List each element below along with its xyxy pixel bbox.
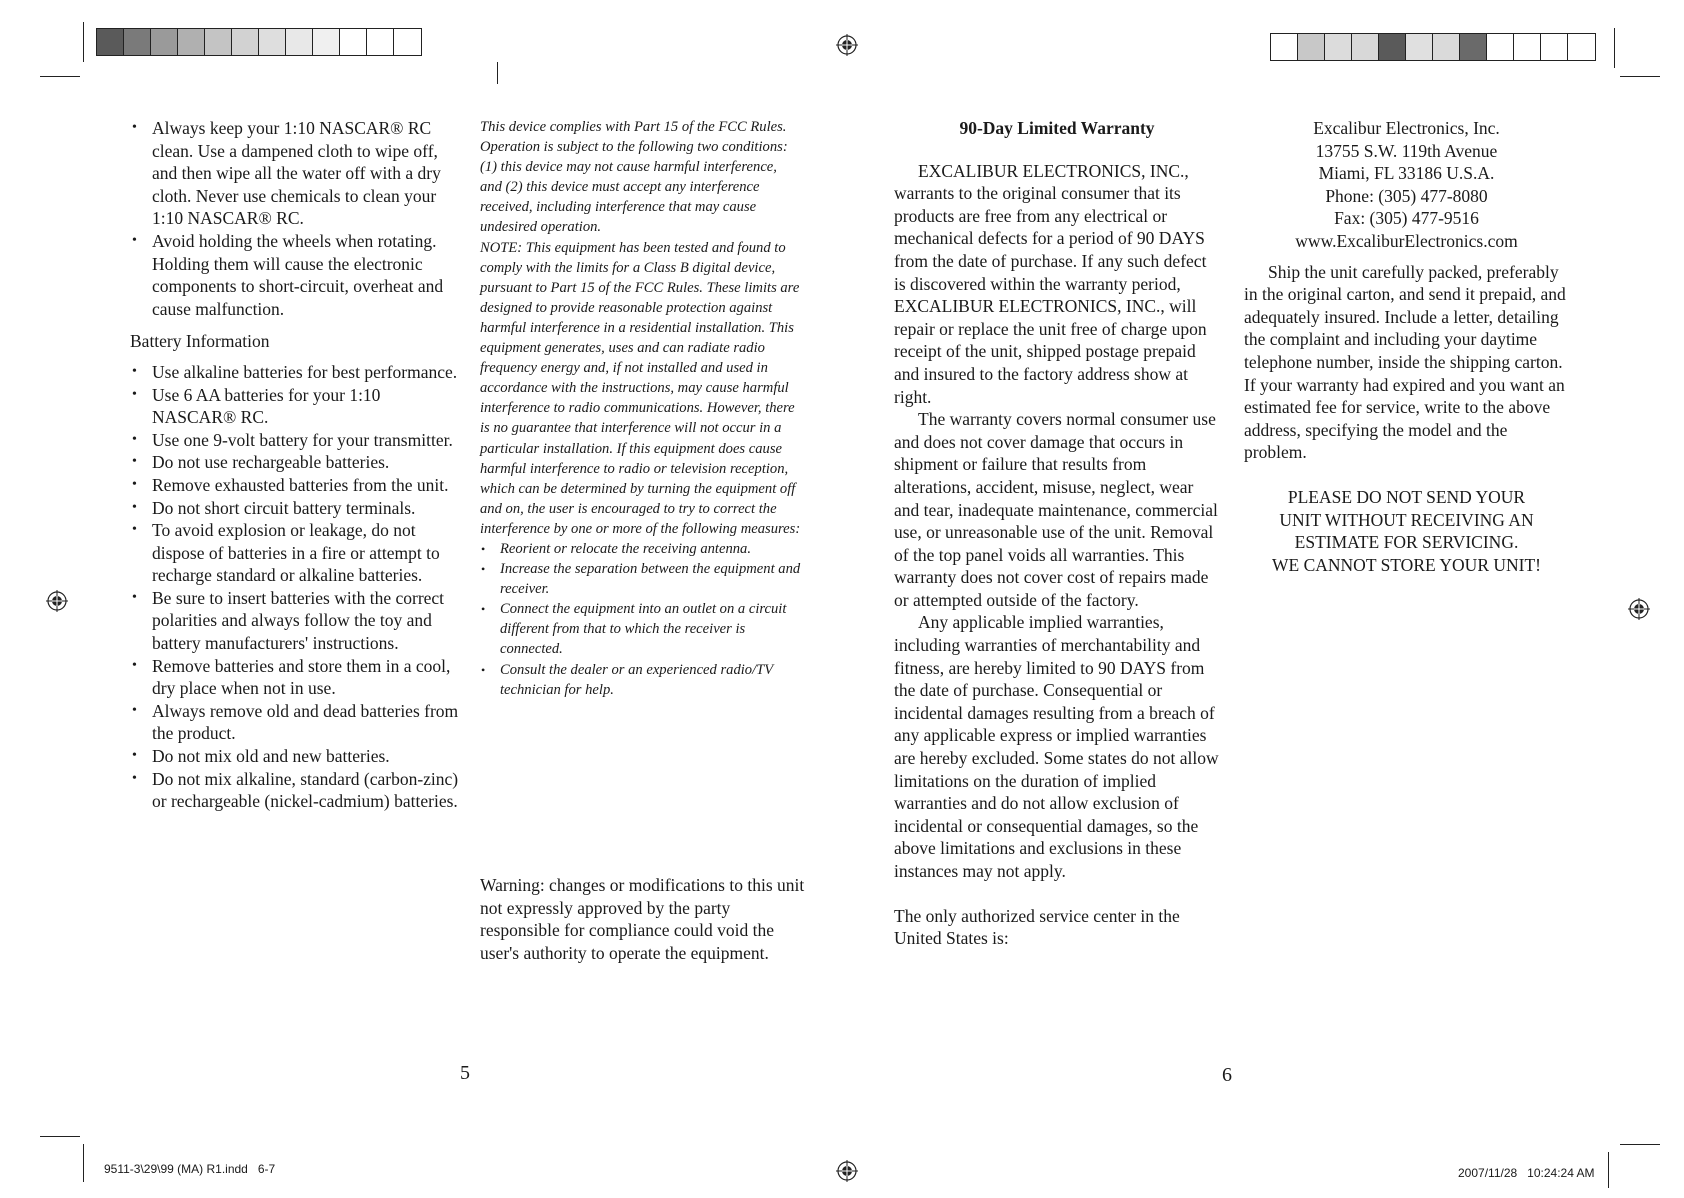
crop-mark-bottom-right-v (1608, 1152, 1609, 1188)
list-item: • To avoid explosion or leakage, do not dispose of batteries in a fire or attempt to recharge standard or alkaline batteries. (130, 519, 460, 587)
shipping-instructions: Ship the unit carefully packed, preferably in the original carton, and send it prepaid, and adequately insured. Include a letter, detailing the complaint and including your daytime telephone number, inside the shipping carton. If your warranty had expired and you want an estimated fee for service, write to the above address, specifying the model and the problem. (1244, 261, 1566, 463)
warranty-column (894, 117, 1220, 950)
colorbar-cell (340, 29, 367, 55)
colorbar-cell (259, 29, 286, 55)
list-item: • Do not mix alkaline, standard (carbon-zinc) or rechargeable (nickel-cadmium) batteries. (130, 768, 460, 813)
colorbar-cell (1433, 34, 1460, 60)
notice-line: PLEASE DO NOT SEND YOUR (1287, 486, 1526, 507)
colorbar-cell (1487, 34, 1514, 60)
notice-line: UNIT WITHOUT RECEIVING AN (1279, 509, 1534, 530)
colorbar-left (96, 28, 422, 56)
colorbar-cell (124, 29, 151, 55)
list-item: • Remove exhausted batteries from the unit. (130, 474, 460, 497)
colorbar-cell (313, 29, 340, 55)
crop-mark-bottom-left-v (83, 1144, 84, 1182)
fax-number: Fax: (305) 477-9516 (1334, 208, 1479, 229)
city-address: Miami, FL 33186 U.S.A. (1318, 163, 1495, 184)
colorbar-cell (1379, 34, 1406, 60)
list-item: • Increase the separation between the equipment and receiver. (480, 559, 802, 599)
colorbar-cell (1460, 34, 1487, 60)
crop-mark-top-right-v (1614, 28, 1615, 68)
fold-mark-top (497, 62, 498, 84)
company-name: Excalibur Electronics, Inc. (1313, 118, 1500, 138)
warranty-paragraph: EXCALIBUR ELECTRONICS, INC., warrants to the original consumer that its products are free from any electrical or mechanical defects for a period of 90 DAYS from the date of purchase. If any such defect is discovered within the warranty period, EXCALIBUR ELECTRONICS, INC., will repair or replace the unit free of charge upon receipt of the unit, shipped postage prepaid and insured to the factory address show at right. (894, 160, 1207, 407)
colorbar-cell (205, 29, 232, 55)
street-address: 13755 S.W. 119th Avenue (1315, 140, 1498, 161)
registration-target-icon (836, 34, 858, 56)
care-list (130, 117, 460, 320)
page-number-right: 6 (1222, 1064, 1232, 1086)
colorbar-cell (1514, 34, 1541, 60)
battery-list (130, 361, 460, 813)
colorbar-cell (178, 29, 205, 55)
warranty-paragraph: The warranty covers normal consumer use and does not cover damage that occurs in shipment or failure that results from alterations, accident, misuse, neglect, wear and tear, inadequate maintenance, commercial use, or unreasonable use of the unit. Removal of the top panel voids all warranties. This warranty does not cover cost of repairs made or attempted outside of the factory. (894, 409, 1218, 610)
list-item: • Always keep your 1:10 NASCAR® RC clean. Use a dampened cloth to wipe off, and then wipe all the water off with a dry cloth. Never use chemicals to clean your 1:10 NASCAR® RC. (130, 117, 460, 230)
colorbar-cell (151, 29, 178, 55)
notice-line: WE CANNOT STORE YOUR UNIT! (1272, 554, 1541, 575)
colorbar-cell (1271, 34, 1298, 60)
colorbar-cell (97, 29, 124, 55)
service-column (1244, 117, 1569, 576)
colorbar-cell (286, 29, 313, 55)
service-center-text: The only authorized service center in the United States is: (894, 905, 1180, 949)
list-item: • Do not short circuit battery terminals. (130, 497, 460, 520)
warranty-paragraph: Any applicable implied warranties, including warranties of merchantability and fitness, are hereby limited to 90 DAYS from the date of purchase. Consequential or incidental damages resulting from a breach of any applicable express or implied warranties are hereby excluded. Some states do not allow limitations on the duration of implied warranties and do not allow exclusion of incidental or consequential damages, so the above limitations and exclusions in these instances may not apply. (894, 612, 1219, 881)
list-item: • Avoid holding the wheels when rotating. Holding them will cause the electronic components to short-circuit, overheat and cause malfunction. (130, 230, 460, 320)
address-block (1244, 117, 1569, 253)
list-item: • Use one 9-volt battery for your transmitter. (130, 429, 460, 452)
colorbar-cell (394, 29, 421, 55)
battery-heading: Battery Information (130, 331, 270, 352)
list-item: • Remove batteries and store them in a cool, dry place when not in use. (130, 655, 460, 700)
website: www.ExcaliburElectronics.com (1295, 230, 1518, 251)
footer-filename: 9511-3\29\99 (MA) R1.indd 6-7 (104, 1162, 276, 1176)
colorbar-right (1270, 33, 1596, 61)
crop-mark-top-left-v (83, 22, 84, 62)
list-item: • Reorient or relocate the receiving antenna. (480, 539, 802, 559)
notice-line: ESTIMATE FOR SERVICING. (1294, 532, 1519, 553)
colorbar-cell (232, 29, 259, 55)
colorbar-cell (1568, 34, 1595, 60)
list-item: • Consult the dealer or an experienced radio/TV technician for help. (480, 660, 802, 700)
list-item: • Be sure to insert batteries with the correct polarities and always follow the toy and battery manufacturers' instructions. (130, 587, 460, 655)
list-item: • Always remove old and dead batteries from the product. (130, 700, 460, 745)
list-item: • Do not mix old and new batteries. (130, 745, 460, 768)
colorbar-cell (1541, 34, 1568, 60)
colorbar-cell (1298, 34, 1325, 60)
measures-list (480, 539, 802, 700)
list-item: • Do not use rechargeable batteries. (130, 451, 460, 474)
list-item: • Connect the equipment into an outlet on a circuit different from that to which the receiver is connected. (480, 599, 802, 659)
colorbar-cell (367, 29, 394, 55)
crop-mark-bottom-right-h (1620, 1144, 1660, 1145)
colorbar-cell (1325, 34, 1352, 60)
care-and-battery-column (130, 117, 460, 813)
colorbar-cell (1406, 34, 1433, 60)
registration-target-icon (46, 590, 68, 612)
crop-mark-top-left-h (40, 76, 80, 77)
crop-mark-top-right-h (1620, 76, 1660, 77)
list-item: • Use alkaline batteries for best performance. (130, 361, 460, 384)
colorbar-cell (1352, 34, 1379, 60)
notice-block (1244, 486, 1569, 576)
registration-target-icon (836, 1160, 858, 1182)
footer-timestamp: 2007/11/28 10:24:24 AM (1458, 1166, 1595, 1180)
page-number-left: 5 (460, 1062, 470, 1084)
fcc-column (480, 117, 802, 700)
warning-text: Warning: changes or modifications to this unit not expressly approved by the party responsible for compliance could void the user's authority to operate the equipment. (480, 875, 805, 963)
fcc-statement: This device complies with Part 15 of the FCC Rules. Operation is subject to the following two conditions: (1) this device may not cause harmful interference, and (2) this device must accept any interference received, including interference that may cause undesired operation. (480, 119, 788, 236)
phone-number: Phone: (305) 477-8080 (1325, 185, 1488, 206)
warranty-title: 90-Day Limited Warranty (959, 118, 1155, 138)
crop-mark-bottom-left-h (40, 1136, 80, 1137)
fcc-note: NOTE: This equipment has been tested and found to comply with the limits for a Class B digital device, pursuant to Part 15 of the FCC Rules. These limits are designed to provide reasonable protection against harmful interference in a residential installation. This equipment generates, uses and can radiate radio frequency energy and, if not installed and used in accordance with the instructions, may cause harmful interference to radio communications. However, there is no guarantee that interference will not occur in a particular installation. If this equipment does cause harmful interference to radio or television reception, which can be determined by turning the equipment off and on, the user is encouraged to try to correct the interference by one or more of the following measures: (480, 239, 801, 537)
registration-target-icon (1628, 598, 1650, 620)
list-item: • Use 6 AA batteries for your 1:10 NASCAR® RC. (130, 384, 460, 429)
